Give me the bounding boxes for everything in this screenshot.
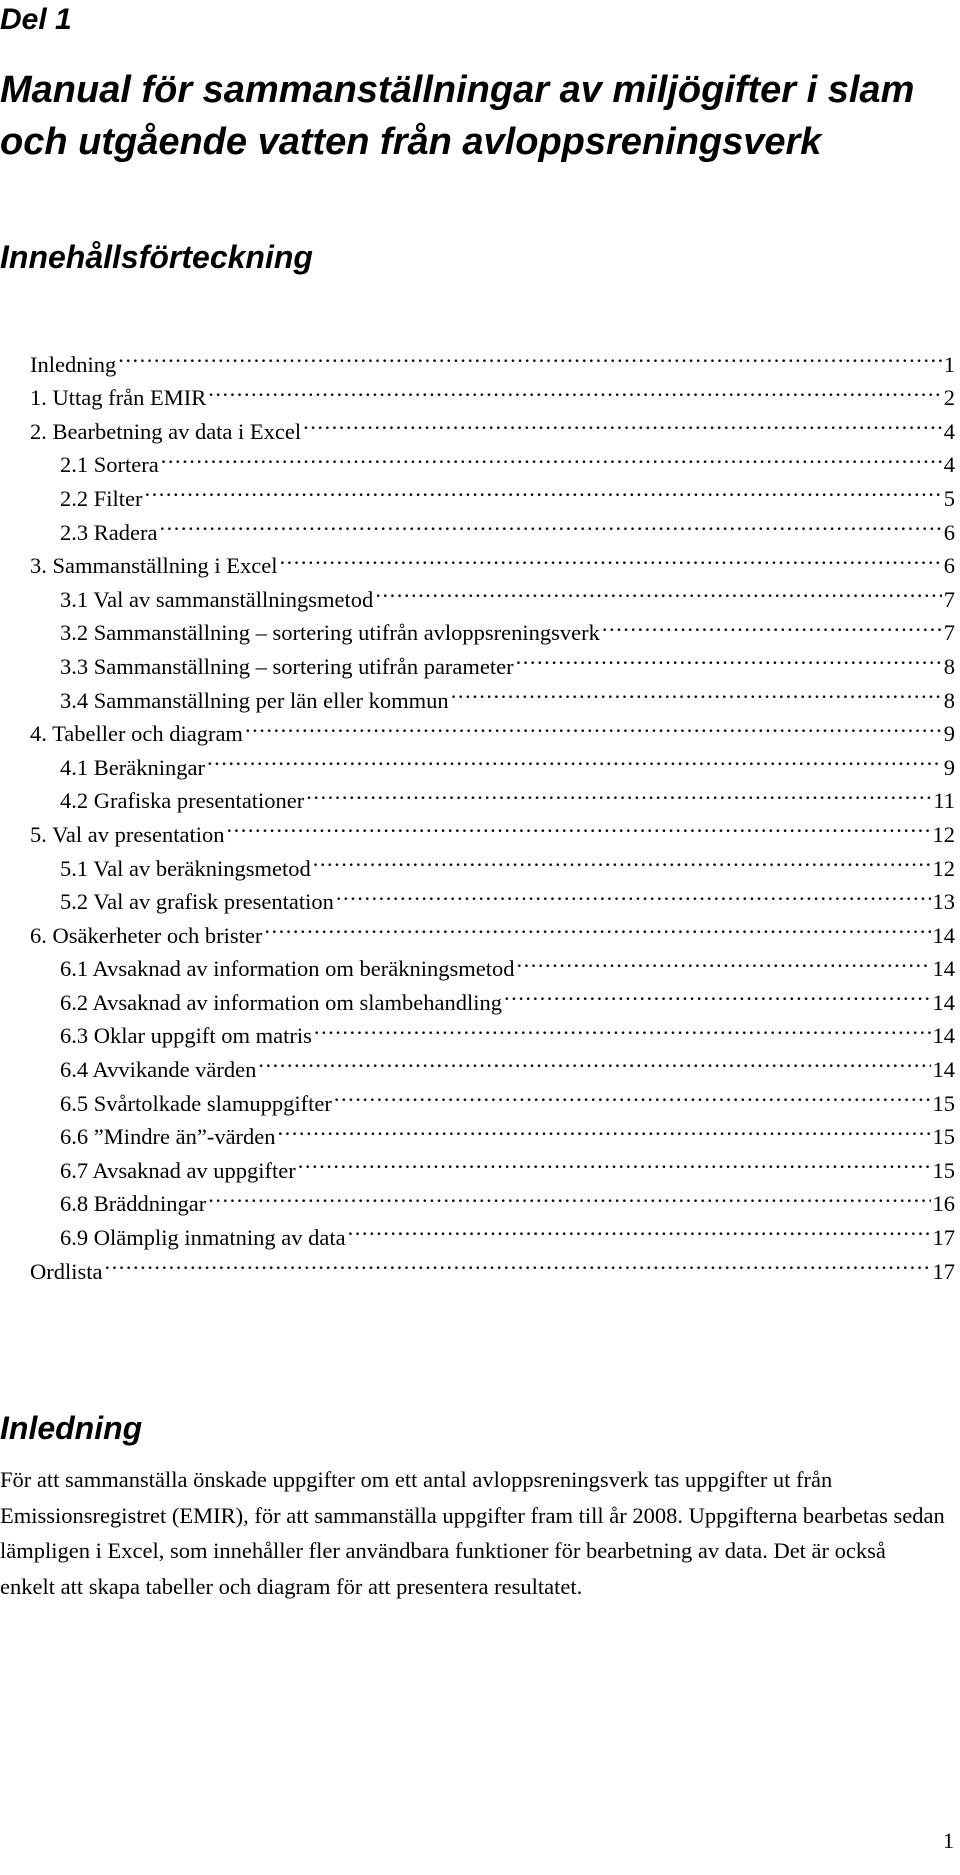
toc-entry-page: 12 <box>932 821 955 847</box>
toc-dot-leader <box>451 674 942 708</box>
toc-dot-leader <box>207 741 942 775</box>
toc-entry-page: 4 <box>943 418 955 444</box>
toc-entry-page: 12 <box>932 855 955 881</box>
toc-entry-page: 6 <box>943 519 955 545</box>
toc-entry-label: 6.4 Avvikande värden <box>60 1057 257 1083</box>
toc-entry-page: 14 <box>932 989 955 1015</box>
toc-entry-page: 14 <box>932 1057 955 1083</box>
toc-dot-leader <box>145 472 942 506</box>
toc-entry-page: 9 <box>943 754 955 780</box>
toc-entry-page: 8 <box>943 687 955 713</box>
toc-entry-label: 3.4 Sammanställning per län eller kommun <box>60 687 449 713</box>
toc-entry-page: 15 <box>932 1157 955 1183</box>
toc-dot-leader <box>208 1178 930 1212</box>
toc-dot-leader <box>517 943 931 977</box>
toc-entry-label: 3.1 Val av sammanställningsmetod <box>60 586 374 612</box>
toc-entry-label: 5.2 Val av grafisk presentation <box>60 889 334 915</box>
toc-entry-label: 2.3 Radera <box>60 519 158 545</box>
intro-heading: Inledning <box>0 1410 143 1446</box>
toc-dot-leader <box>118 338 942 372</box>
toc-entry-page: 1 <box>943 351 955 377</box>
toc-entry-label: 4.2 Grafiska presentationer <box>60 788 305 814</box>
toc-entry-page: 14 <box>932 1023 955 1049</box>
toc-entry-label: 1. Uttag från EMIR <box>30 385 207 411</box>
toc-entry-label: Inledning <box>30 351 117 377</box>
toc-entry-page: 17 <box>932 1225 955 1251</box>
toc-dot-leader <box>348 1211 931 1245</box>
toc-entry-label: 5. Val av presentation <box>30 821 225 847</box>
toc-dot-leader <box>504 976 930 1010</box>
toc-dot-leader <box>375 573 941 607</box>
toc-dot-leader <box>227 808 931 842</box>
toc-entry-label: 2.2 Filter <box>60 485 143 511</box>
toc-dot-leader <box>245 708 942 742</box>
toc-dot-leader <box>161 439 942 473</box>
toc-entry-page: 9 <box>943 721 955 747</box>
toc-entry-page: 7 <box>943 620 955 646</box>
toc-entry[interactable] <box>30 338 955 377</box>
toc-entry-label: 6.5 Svårtolkade slamuppgifter <box>60 1090 332 1116</box>
toc-dot-leader <box>303 405 942 439</box>
toc-entry[interactable] <box>30 506 955 545</box>
toc-entry-label: 6.9 Olämplig inmatning av data <box>60 1225 346 1251</box>
toc-entry-label: 3.3 Sammanställning – sortering utifrån parameter <box>60 653 514 679</box>
toc-entry-label: Ordlista <box>30 1258 103 1284</box>
toc-entry-label: 6.2 Avsaknad av information om slambehandling <box>60 989 503 1015</box>
toc-entry-page: 8 <box>943 653 955 679</box>
toc-entry-page: 2 <box>943 385 955 411</box>
toc-entry-label: 6.1 Avsaknad av information om beräkningsmetod <box>60 956 515 982</box>
toc-entry[interactable] <box>30 372 955 411</box>
toc-dot-leader <box>314 1010 931 1044</box>
toc-entry-label: 5.1 Val av beräkningsmetod <box>60 855 311 881</box>
toc-entry-page: 4 <box>943 452 955 478</box>
toc-entry-page: 17 <box>932 1258 955 1284</box>
page-number: 1 <box>943 1828 954 1853</box>
toc-dot-leader <box>105 1245 931 1279</box>
toc-entry-page: 11 <box>933 788 955 814</box>
toc-entry-page: 15 <box>932 1124 955 1150</box>
toc-entry-page: 7 <box>943 586 955 612</box>
toc-dot-leader <box>516 640 942 674</box>
toc-entry-label: 3. Sammanställning i Excel <box>30 553 278 579</box>
toc-dot-leader <box>602 607 942 641</box>
toc-entry-page: 6 <box>943 553 955 579</box>
toc-dot-leader <box>298 1144 931 1178</box>
toc-entry-label: 6.7 Avsaknad av uppgifter <box>60 1157 296 1183</box>
toc-dot-leader <box>208 372 942 406</box>
toc-entry-label: 6.3 Oklar uppgift om matris <box>60 1023 312 1049</box>
toc-entry-label: 6.6 ”Mindre än”-värden <box>60 1124 276 1150</box>
table-of-contents <box>30 338 955 1284</box>
toc-entry[interactable] <box>30 472 955 511</box>
toc-dot-leader <box>258 1043 930 1077</box>
document-title: Manual för sammanställningar av miljögifter i slam och utgående vatten från avloppsreningsverk <box>0 69 915 163</box>
toc-entry-page: 13 <box>932 889 955 915</box>
part-label: Del 1 <box>0 3 72 36</box>
toc-entry-label: 3.2 Sammanställning – sortering utifrån avloppsreningsverk <box>60 620 600 646</box>
toc-dot-leader <box>279 540 941 574</box>
toc-entry-page: 16 <box>932 1191 955 1217</box>
toc-entry-label: 2.1 Sortera <box>60 452 159 478</box>
toc-entry[interactable] <box>30 1245 955 1284</box>
toc-entry[interactable] <box>30 540 955 579</box>
toc-entry-label: 6.8 Bräddningar <box>60 1191 207 1217</box>
toc-entry-page: 14 <box>932 956 955 982</box>
toc-heading: Innehållsförteckning <box>0 239 313 275</box>
toc-dot-leader <box>278 1111 931 1145</box>
toc-entry-label: 6. Osäkerheter och brister <box>30 922 263 948</box>
toc-dot-leader <box>306 775 931 809</box>
toc-dot-leader <box>313 842 931 876</box>
intro-paragraph: För att sammanställa önskade uppgifter om ett antal avloppsreningsverk tas uppgifter ut från Emissionsregistret (EMIR), för att sammanställa uppgifter fram till år 2008. Uppgifterna bearbetas sedan lämpligen i Excel, som innehåller fler användbara funktioner för bearbetning av data. Det är också enkelt att skapa tabeller och diagram för att presentera resultatet. <box>0 1467 945 1599</box>
toc-entry-page: 5 <box>943 485 955 511</box>
toc-dot-leader <box>159 506 941 540</box>
toc-entry-page: 14 <box>932 922 955 948</box>
toc-dot-leader <box>336 876 931 910</box>
toc-entry-label: 4.1 Beräkningar <box>60 754 205 780</box>
toc-entry-page: 15 <box>932 1090 955 1116</box>
toc-entry-label: 2. Bearbetning av data i Excel <box>30 418 302 444</box>
toc-dot-leader <box>334 1077 931 1111</box>
toc-dot-leader <box>264 909 930 943</box>
toc-entry-label: 4. Tabeller och diagram <box>30 721 243 747</box>
toc-entry[interactable] <box>30 439 955 478</box>
